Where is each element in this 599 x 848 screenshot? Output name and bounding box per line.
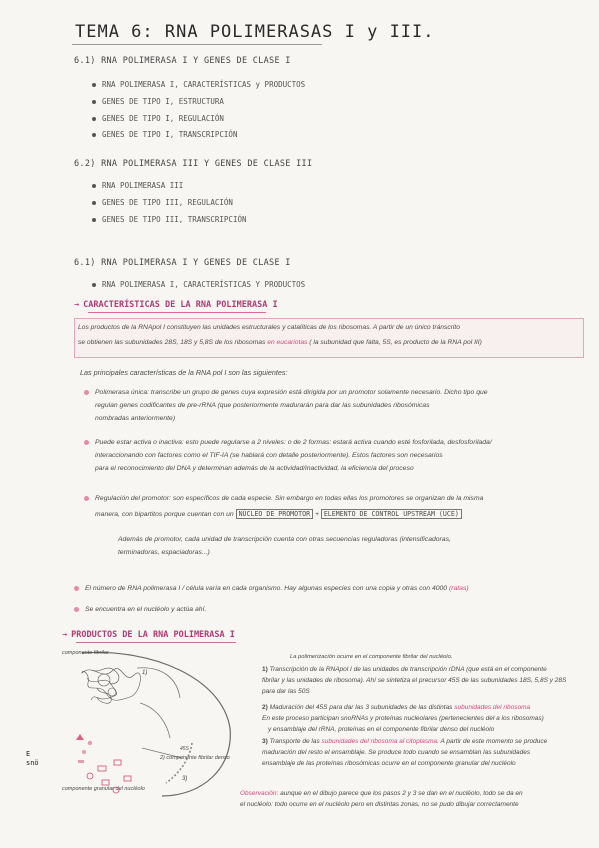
title-underline — [72, 44, 322, 45]
bullet-paragraph: El número de RNA polimerasa I / célula varía en cada organismo. Hay algunas especies con una copia y otras con 4000 (ratas) — [74, 582, 469, 595]
outline-heading-2: 6.2) RNA POLIMERASA III Y GENES DE CLASE III — [74, 159, 313, 169]
outline-item: GENES DE TIPO I, ESTRUCTURA — [92, 97, 224, 106]
heading-underline — [88, 312, 266, 313]
bullet-icon — [92, 184, 96, 188]
diagram-number: 1) — [142, 670, 148, 676]
uce-box: ELEMENTO DE CONTROL UPSTREAM (UCE) — [321, 509, 462, 519]
note-line: y ensamblaje del rRNA, proteínas en el componente fibrilar denso del nucléolo — [268, 726, 495, 733]
bullet-icon — [84, 390, 89, 395]
outline-item: RNA POLIMERASA I, CARACTERÍSTICAS y PRODUCTOS — [92, 80, 305, 89]
nucleolus-diagram — [62, 648, 237, 798]
outline-item: GENES DE TIPO III, REGULACIÓN — [92, 198, 233, 207]
bullet-paragraph: Polimerasa única: transcribe un grupo de genes cuya expresión está dirigida por un promotor solamente necesario. Dicho tipo que — [84, 386, 488, 399]
section-heading-caracteristicas: → CARACTERÍSTICAS DE LA RNA POLIMERASA I — [74, 300, 278, 310]
note-step-1: 1) Transcripción de la RNApol I de las unidades de transcripción rDNA (que está en el componente — [262, 666, 547, 673]
nucleolus-sketch — [62, 648, 237, 798]
note-line: maduración del resto el ensamblaje. Se produce todo cuando se ensamblan las subunidades — [262, 749, 531, 756]
note-line: En este proceso participan snoRNAs y proteínas nucleolares (pertenecientes del a los ribosomas) — [262, 715, 544, 722]
arrow-right-icon: → — [74, 300, 80, 310]
box-line: se obtienen las subunidades 28S, 18S y 5,8S de los ribosomas en eucariotas ( la subunidad que falta, 5S, es producto de la RNA pol III) — [78, 339, 482, 346]
outline-item: GENES DE TIPO III, TRANSCRIPCIÓN — [92, 215, 247, 224]
bullet-icon — [92, 283, 96, 287]
diagram-number: 3) — [182, 776, 188, 782]
diagram-label: componente fibrilar — [62, 650, 109, 656]
bullet-line: interaccionando con factores como el TIF-IA (se hablará con detalle posteriormente). Estos factores son necesarios — [95, 452, 443, 459]
outline-item: GENES DE TIPO I, REGULACIÓN — [92, 114, 224, 123]
bullet-line: para el reconocimiento del DNA y determinan además de la actividad/inactividad, la eficiencia del proceso — [95, 465, 414, 472]
note-line: fibrilar y las unidades de ribosoma). Ahí se sintetiza el precursor 45S de las subunidades 18S, 5,8S y 28S — [262, 677, 567, 684]
promoter-core-box: NÚCLEO DE PROMOTOR — [236, 509, 313, 519]
note-line: el nucléolo: todo ocurre en el nucléolo pero en distintas zonas, no se pudo dibujar correctamente — [240, 801, 519, 808]
note-line: para dar las 50S — [262, 688, 310, 695]
bullet-line: nombradas anteriormente) — [95, 415, 176, 422]
page-title: TEMA 6: RNA POLIMERASAS I y III. — [75, 22, 435, 42]
bullet-icon — [84, 440, 89, 445]
arrow-right-icon: → — [62, 630, 68, 640]
bullet-icon — [74, 586, 79, 591]
bullet-icon — [92, 201, 96, 205]
watermark-logo: E snö — [26, 750, 39, 767]
bullet-icon — [92, 83, 96, 87]
bullet-icon — [92, 100, 96, 104]
note-step-3: 3) Transporte de las subunidades del ribosoma al citoplasma. A partir de este momento se produce — [262, 738, 548, 745]
outline-heading-1: 6.1) RNA POLIMERASA I Y GENES DE CLASE I — [74, 56, 291, 66]
outline-item: RNA POLIMERASA III — [92, 181, 183, 190]
bullet-paragraph: Regulación del promotor: son específicos de cada especie. Sin embargo en todas ellas los promotores se organizan de la misma — [84, 492, 483, 505]
bullet-icon — [74, 607, 79, 612]
bullet-paragraph: Se encuentra en el nucléolo y actúa ahí. — [74, 603, 206, 616]
heading-underline — [76, 642, 236, 643]
bullet-paragraph: Puede estar activa o inactiva: esto puede regularse a 2 niveles: o de 2 formas: estará activa cuando esté fosforilada, desfosforilada/ — [84, 436, 492, 449]
intro-text: Las principales características de la RNA pol I son las siguientes: — [80, 368, 288, 377]
observation: Observación: aunque en el dibujo parece que los pasos 2 y 3 se dan en el nucléolo, todo se da en — [240, 790, 523, 797]
bullet-line: Además de promotor, cada unidad de transcripción cuenta con otras secuencias reguladoras (intensificadoras, — [118, 536, 451, 543]
bullet-line: terminadoras, espaciadoras...) — [118, 549, 210, 556]
bullet-line: regulan genes codificantes de pre-rRNA (que posteriormente madurarán para dar las subunidades ribosómicas — [95, 402, 430, 409]
diagram-label: 2) componente fibrilar denso — [160, 755, 230, 761]
diagram-label: 45S — [180, 746, 189, 752]
bullet-icon — [92, 218, 96, 222]
section-heading-productos: → PRODUCTOS DE LA RNA POLIMERASA I — [62, 630, 235, 640]
note-step-2: 2) Maduración del 45S para dar las 3 subunidades de las distintas subunidades del ribosoma — [262, 704, 531, 711]
diagram-label: componente granular del nucléolo — [62, 786, 145, 792]
bullet-icon — [92, 133, 96, 137]
outline-item: RNA POLIMERASA I, CARACTERÍSTICAS Y PRODUCTOS — [92, 280, 305, 289]
outline-item: GENES DE TIPO I, TRANSCRIPCIÓN — [92, 130, 237, 139]
bullet-icon — [92, 117, 96, 121]
bullet-line: manera, con bipartitos porque cuentan con un NÚCLEO DE PROMOTOR + ELEMENTO DE CONTROL UPSTREAM (UCE) — [95, 508, 462, 521]
note-intro: La polimerización ocurre en el componente fibrilar del nucléolo. — [290, 654, 453, 660]
outline-heading-3: 6.1) RNA POLIMERASA I Y GENES DE CLASE I — [74, 258, 291, 268]
note-line: ensamblaje de las proteínas ribosómicas ocurre en el componente granular del nucléolo — [262, 760, 516, 767]
bullet-icon — [84, 496, 89, 501]
box-line: Los productos de la RNApol I constituyen las unidades estructurales y catalíticas de los ribosomas. A partir de un único tránscrito — [78, 324, 460, 331]
